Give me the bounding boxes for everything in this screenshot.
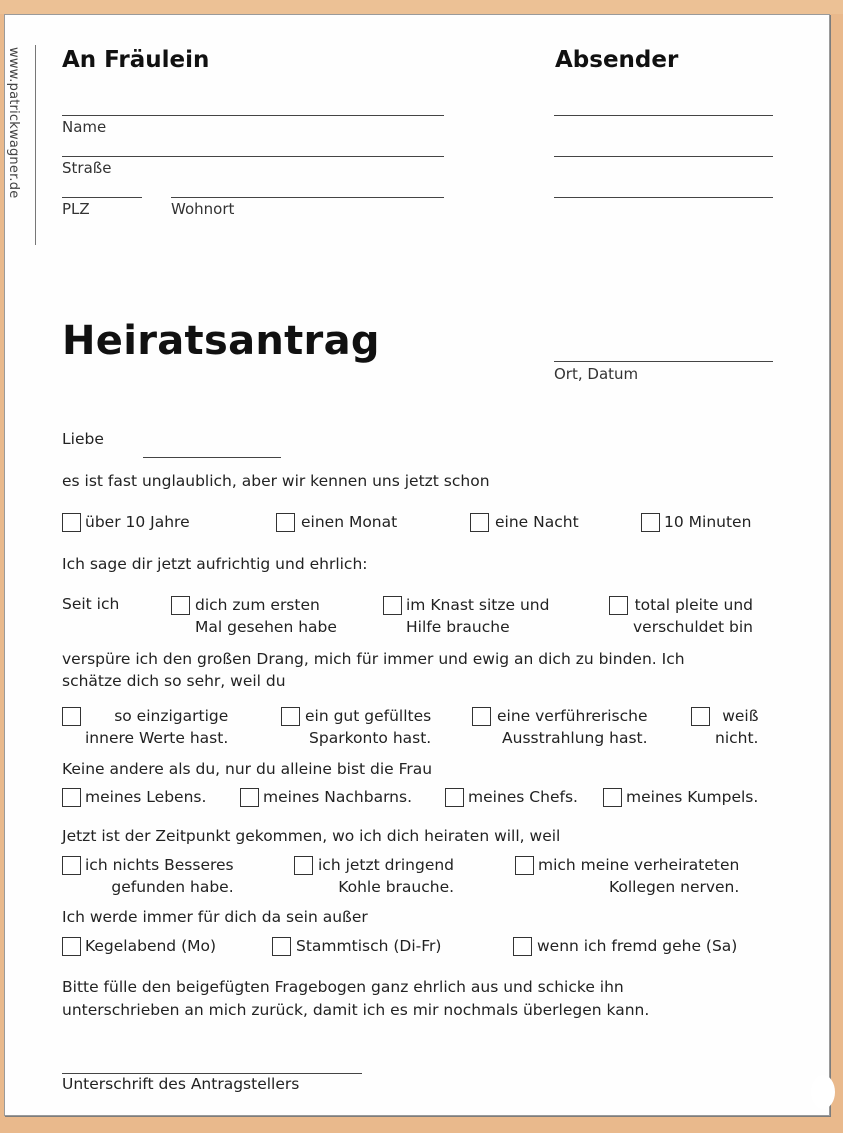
checkbox-because-2[interactable] <box>281 707 300 726</box>
margin-divider <box>35 45 36 245</box>
since-option-1-line1: dich zum ersten <box>195 596 320 614</box>
sender-line-1[interactable] <box>554 115 773 116</box>
checkbox-always-1[interactable] <box>62 937 81 956</box>
duration-option-4: 10 Minuten <box>664 513 752 531</box>
duration-option-2: einen Monat <box>301 513 398 531</box>
because-option-4 <box>715 705 758 749</box>
corner-mark <box>811 1075 835 1109</box>
marry-option-3-line2: Kollegen nerven. <box>608 878 740 896</box>
city-line[interactable] <box>171 197 444 198</box>
urge-text-line1: verspüre ich den großen Drang, mich für immer und ewig an dich zu binden. Ich <box>62 650 685 668</box>
urge-text-line2: schätze dich so sehr, weil du <box>62 672 286 690</box>
intro-text: es ist fast unglaublich, aber wir kennen uns jetzt schon <box>62 472 490 490</box>
checkbox-marry-3[interactable] <box>515 856 534 875</box>
woman-option-2: meines Nachbarns. <box>263 788 413 806</box>
closing-line2: unterschrieben an mich zurück, damit ich es mir nochmals überlegen kann. <box>62 1001 650 1019</box>
because-option-1-line2: innere Werte hast. <box>85 729 229 747</box>
woman-option-4: meines Kumpels. <box>626 788 759 806</box>
always-line: Ich werde immer für dich da sein außer <box>62 908 368 926</box>
woman-option-1: meines Lebens. <box>85 788 207 806</box>
marry-option-3-line1: mich meine verheirateten <box>538 856 740 874</box>
name-label: Name <box>62 118 107 136</box>
checkbox-marry-1[interactable] <box>62 856 81 875</box>
checkbox-woman-4[interactable] <box>603 788 622 807</box>
signature-label: Unterschrift des Antragstellers <box>62 1075 300 1093</box>
since-option-1 <box>195 594 337 638</box>
name-line[interactable] <box>62 115 444 116</box>
marry-option-2-line2: Kohle brauche. <box>338 878 455 896</box>
marry-option-1-line2: gefunden habe. <box>111 878 234 896</box>
honest-line: Ich sage dir jetzt aufrichtig und ehrlich: <box>62 555 368 573</box>
checkbox-duration-2[interactable] <box>276 513 295 532</box>
marry-option-2 <box>318 854 454 898</box>
because-option-3 <box>497 705 648 749</box>
because-option-2 <box>305 705 431 749</box>
zip-label: PLZ <box>62 200 90 218</box>
checkbox-woman-3[interactable] <box>445 788 464 807</box>
signature-line[interactable] <box>62 1073 362 1074</box>
since-option-2-line1: im Knast sitze und <box>406 596 550 614</box>
checkbox-duration-1[interactable] <box>62 513 81 532</box>
because-option-1-line1: so einzigartige <box>114 707 229 725</box>
greeting: Liebe <box>62 430 104 448</box>
duration-option-1: über 10 Jahre <box>85 513 190 531</box>
recipient-heading: An Fräulein <box>62 47 210 73</box>
sender-line-2[interactable] <box>554 156 773 157</box>
always-option-1: Kegelabend (Mo) <box>85 937 217 955</box>
because-option-2-line1: ein gut gefülltes <box>305 707 432 725</box>
street-label: Straße <box>62 159 112 177</box>
city-label: Wohnort <box>171 200 235 218</box>
checkbox-since-1[interactable] <box>171 596 190 615</box>
because-option-4-line2: nicht. <box>715 729 759 747</box>
watermark-url <box>7 47 35 257</box>
woman-line: Keine andere als du, nur du alleine bist die Frau <box>62 760 433 778</box>
because-option-2-line2: Sparkonto hast. <box>309 729 432 747</box>
checkbox-woman-1[interactable] <box>62 788 81 807</box>
sender-heading: Absender <box>555 47 679 73</box>
checkbox-always-3[interactable] <box>513 937 532 956</box>
since-option-3-line1: total pleite und <box>634 596 753 614</box>
always-option-3: wenn ich fremd gehe (Sa) <box>537 937 738 955</box>
checkbox-woman-2[interactable] <box>240 788 259 807</box>
marry-option-1-line1: ich nichts Besseres <box>85 856 234 874</box>
since-option-2 <box>406 594 549 638</box>
checkbox-marry-2[interactable] <box>294 856 313 875</box>
since-label: Seit ich <box>62 595 120 613</box>
place-date-line[interactable] <box>554 361 773 362</box>
duration-option-3: eine Nacht <box>495 513 579 531</box>
marry-line: Jetzt ist der Zeitpunkt gekommen, wo ich dich heiraten will, weil <box>62 827 561 845</box>
checkbox-duration-4[interactable] <box>641 513 660 532</box>
marry-option-3 <box>538 854 739 898</box>
because-option-4-line1: weiß <box>722 707 759 725</box>
checkbox-duration-3[interactable] <box>470 513 489 532</box>
checkbox-since-2[interactable] <box>383 596 402 615</box>
checkbox-because-1[interactable] <box>62 707 81 726</box>
since-option-3-line2: verschuldet bin <box>633 618 753 636</box>
since-option-3 <box>633 594 753 638</box>
form-page <box>4 14 830 1116</box>
background-strip <box>0 0 843 14</box>
because-option-1 <box>85 705 228 749</box>
because-option-3-line2: Ausstrahlung hast. <box>502 729 648 747</box>
because-option-3-line1: eine verführerische <box>497 707 648 725</box>
since-option-1-line2: Mal gesehen habe <box>195 618 337 636</box>
sender-line-3[interactable] <box>554 197 773 198</box>
watermark-text: www.patrickwagner.de <box>6 47 21 199</box>
checkbox-always-2[interactable] <box>272 937 291 956</box>
checkbox-because-3[interactable] <box>472 707 491 726</box>
woman-option-3: meines Chefs. <box>468 788 578 806</box>
marry-option-1 <box>85 854 234 898</box>
checkbox-since-3[interactable] <box>609 596 628 615</box>
since-option-2-line2: Hilfe brauche <box>406 618 510 636</box>
page-title: Heiratsantrag <box>62 318 380 364</box>
street-line[interactable] <box>62 156 444 157</box>
greeting-name-line[interactable] <box>143 457 281 458</box>
always-option-2: Stammtisch (Di-Fr) <box>296 937 442 955</box>
zip-line[interactable] <box>62 197 142 198</box>
marry-option-2-line1: ich jetzt dringend <box>318 856 455 874</box>
closing-line1: Bitte fülle den beigefügten Fragebogen ganz ehrlich aus und schicke ihn <box>62 978 624 996</box>
place-date-label: Ort, Datum <box>554 365 639 383</box>
checkbox-because-4[interactable] <box>691 707 710 726</box>
